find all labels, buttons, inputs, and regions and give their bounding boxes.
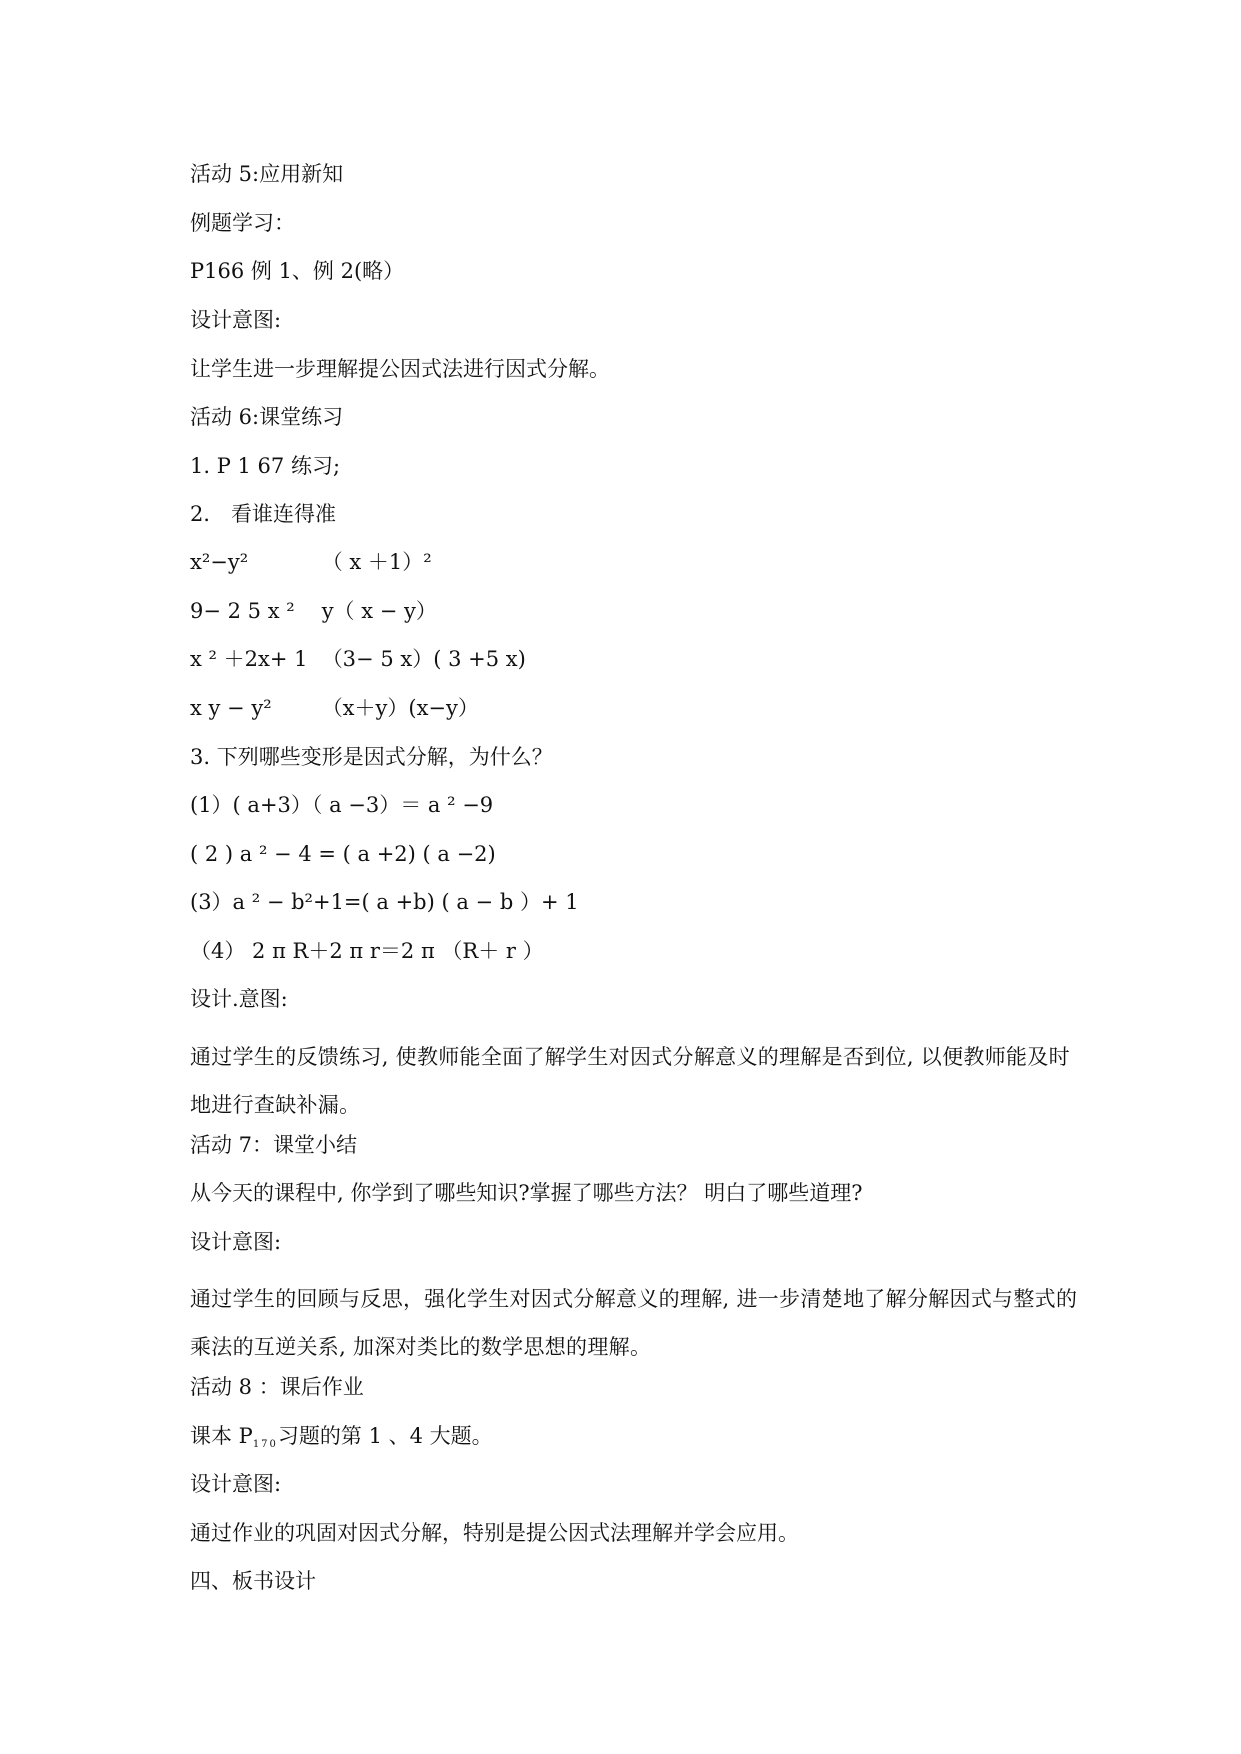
exercise-3-item-1: (1）( a+3）（ a −3）＝ a ² −9 [190, 793, 494, 817]
matching-right-1: （ x ＋1）² [321, 550, 432, 574]
matching-left-1: x²−y² [190, 550, 249, 574]
matching-left-3: x ² ＋2x+ 1 [190, 647, 308, 671]
design-intent-text-2: 通过学生的反馈练习, 使教师能全面了解学生对因式分解意义的理解是否到位, 以便教师能及时地进行查缺补漏。 [190, 1045, 1070, 1117]
exercise-2-title: 2． 看谁连得准 [190, 502, 337, 526]
example-reference: P166 例 1、例 2(略） [190, 259, 405, 283]
example-study-label: 例题学习： [190, 211, 295, 235]
activity-5-heading: 活动 5:应用新知 [190, 162, 344, 186]
matching-right-2: y（ x − y） [321, 599, 437, 623]
exercise-3-item-2: ( 2 ) a ² − 4 = ( a +2) ( a −2) [190, 842, 496, 866]
exercise-3-item-4: （4） 2 π R＋2 π r＝2 π （R＋ r ） [190, 939, 544, 963]
exercise-3-title: 3. 下列哪些变形是因式分解，为什么？ [190, 745, 553, 769]
exercise-1: 1. P 1 67 练习; [190, 454, 341, 478]
homework-text [190, 1421, 1091, 1460]
homework-prefix: 课本 P [190, 1424, 253, 1448]
matching-row-1 [190, 547, 1091, 577]
activity-6-heading: 活动 6:课堂练习 [190, 405, 344, 429]
design-intent-label-2: 设计.意图: [190, 987, 288, 1011]
matching-row-4 [190, 693, 1091, 723]
matching-right-3: （3− 5 x）( 3 +5 x) [321, 647, 526, 671]
section-4-heading: 四、板书设计 [190, 1569, 316, 1593]
matching-row-3 [190, 644, 1091, 674]
design-intent-text-1: 让学生进一步理解提公因式法进行因式分解。 [190, 357, 610, 381]
matching-right-4: （x＋y）(x−y） [321, 696, 479, 720]
homework-page-number: 170 [252, 1439, 278, 1450]
matching-left-4: x y − y² [190, 696, 272, 720]
matching-left-2: 9− 2 5 x ² [190, 599, 295, 623]
activity-7-heading: 活动 7：课堂小结 [190, 1133, 358, 1157]
summary-question: 从今天的课程中, 你学到了哪些知识?掌握了哪些方法？ 明白了哪些道理? [190, 1181, 863, 1205]
design-intent-label-1: 设计意图: [190, 308, 282, 332]
homework-suffix: 习题的第 1 、4 大题。 [277, 1424, 493, 1448]
exercise-3-item-3: (3）a ² − b²+1=( a +b) ( a − b ）+ 1 [190, 890, 579, 914]
activity-8-heading: 活动 8 ：课后作业 [190, 1375, 364, 1399]
design-intent-label-3: 设计意图: [190, 1230, 282, 1254]
design-intent-text-4: 通过作业的巩固对因式分解，特别是提公因式法理解并学会应用。 [190, 1521, 799, 1545]
matching-row-2 [190, 596, 1091, 626]
design-intent-text-3: 通过学生的回顾与反思，强化学生对因式分解意义的理解, 进一步清楚地了解分解因式与整式的乘法的互逆关系, 加深对类比的数学思想的理解。 [190, 1287, 1078, 1359]
design-intent-label-4: 设计意图: [190, 1472, 282, 1496]
